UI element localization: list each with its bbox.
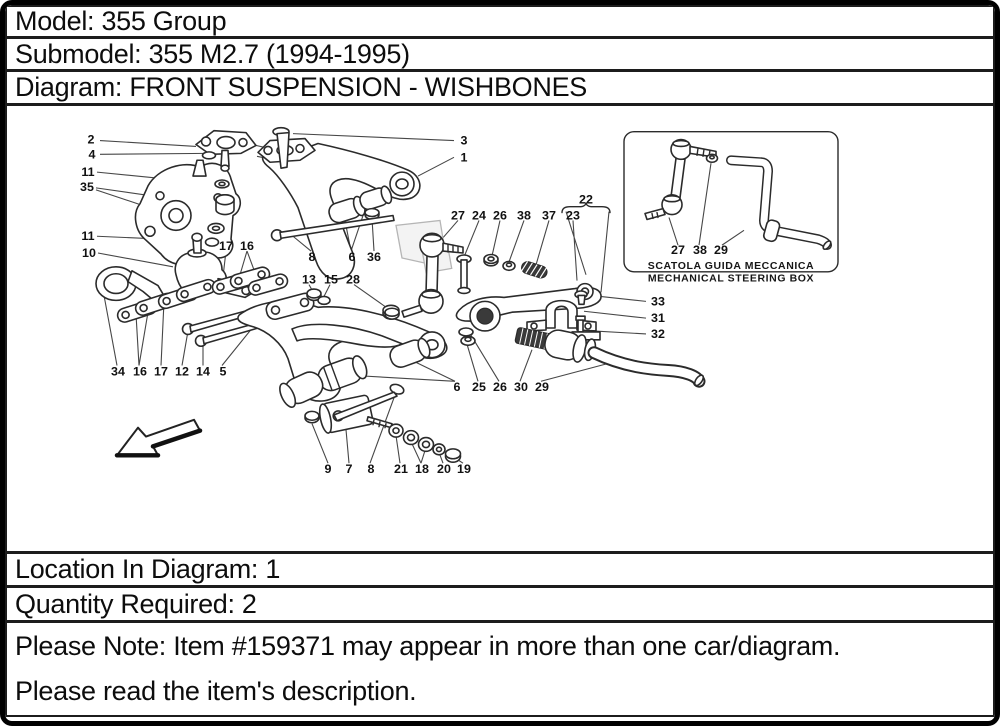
callout-10: 10 <box>82 246 96 260</box>
callout-17: 17 <box>219 239 233 254</box>
note-text: Please Note: Item #159371 may appear in more than one car/diagram. Please read the item's description. <box>15 631 841 706</box>
callout-22: 22 <box>579 192 593 207</box>
inset-caption-line1: SCATOLA GUIDA MECCANICA <box>647 260 815 272</box>
callout-26: 26 <box>493 208 507 223</box>
callout-7: 7 <box>345 462 353 477</box>
model-row <box>5 5 995 38</box>
callout-36: 36 <box>367 250 381 264</box>
callout-5: 5 <box>219 364 227 379</box>
callout-27: 27 <box>671 243 685 258</box>
inset-caption-line2: MECHANICAL STEERING BOX <box>647 273 815 285</box>
callout-33: 33 <box>651 294 665 309</box>
callout-26: 26 <box>493 380 507 395</box>
callout-28: 28 <box>346 272 360 287</box>
callout-23: 23 <box>566 208 580 223</box>
suspension-diagram <box>7 106 993 551</box>
callout-1: 1 <box>460 150 468 165</box>
quantity-text: Quantity Required: 2 <box>15 588 257 619</box>
callout-32: 32 <box>651 326 665 341</box>
callout-21: 21 <box>394 462 408 477</box>
callout-25: 25 <box>472 380 486 395</box>
location-row <box>5 552 995 587</box>
callout-11: 11 <box>81 229 95 244</box>
callout-24: 24 <box>472 208 486 223</box>
direction-arrow-icon <box>117 420 200 456</box>
steering-box-inset <box>624 132 838 285</box>
callout-2: 2 <box>87 132 95 147</box>
callout-6: 6 <box>348 250 356 264</box>
note-row <box>5 621 995 717</box>
callout-20: 20 <box>437 462 451 477</box>
diagram-title-text: Diagram: FRONT SUSPENSION - WISHBONES <box>15 72 587 102</box>
quantity-row <box>5 586 995 622</box>
submodel-text: Submodel: 355 M2.7 (1994-1995) <box>15 38 410 69</box>
model-text: Model: 355 Group <box>15 6 227 36</box>
callout-18: 18 <box>415 462 429 477</box>
callout-37: 37 <box>542 208 556 223</box>
callout-9: 9 <box>324 462 332 477</box>
upper-wishbone <box>258 128 420 279</box>
spring <box>520 260 548 279</box>
callout-12: 12 <box>175 364 189 379</box>
callout-35: 35 <box>80 179 94 194</box>
diagram-panel <box>5 104 995 553</box>
callout-8: 8 <box>308 250 316 264</box>
callout-38: 38 <box>517 208 531 223</box>
callout-16: 16 <box>133 364 147 379</box>
callout-15: 15 <box>324 272 338 287</box>
callout-8: 8 <box>367 462 375 477</box>
callout-38: 38 <box>693 243 707 258</box>
callout-13: 13 <box>302 272 316 287</box>
callout-16: 16 <box>240 239 254 254</box>
callout-19: 19 <box>457 462 471 477</box>
callout-6: 6 <box>453 380 461 395</box>
callout-27: 27 <box>451 208 465 223</box>
location-text: Location In Diagram: 1 <box>15 554 281 584</box>
callout-4: 4 <box>88 147 96 162</box>
callout-3: 3 <box>460 133 468 148</box>
callout-34: 34 <box>111 364 125 379</box>
diagram-title-row <box>5 70 995 105</box>
callout-30: 30 <box>514 380 528 395</box>
callout-17: 17 <box>154 364 168 379</box>
submodel-row <box>5 37 995 71</box>
callout-29: 29 <box>714 243 728 258</box>
callout-31: 31 <box>651 311 665 326</box>
callout-11: 11 <box>81 165 95 180</box>
callout-29: 29 <box>535 380 549 395</box>
rack-rod <box>515 327 705 387</box>
callout-14: 14 <box>196 364 210 379</box>
